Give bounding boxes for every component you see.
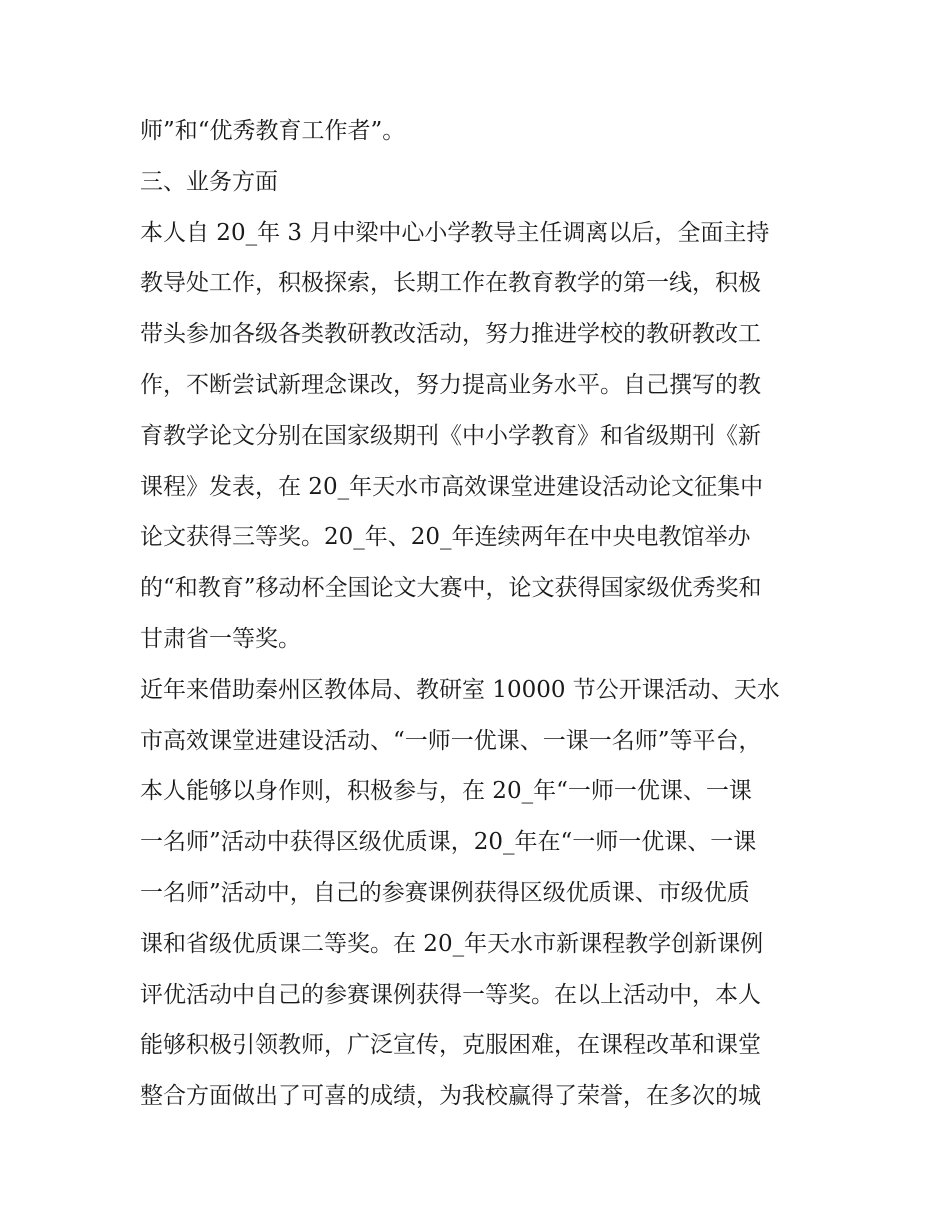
- body-text: [140, 106, 820, 1122]
- text-line: 能够积极引领教师，广泛宣传，克服困难，在课程改革和课堂: [140, 1032, 761, 1059]
- text-line: 市高效课堂进建设活动、“一师一优课、一课一名师”等平台，: [140, 727, 762, 754]
- text-line: 教导处工作，积极探索，长期工作在教育教学的第一线，积极: [140, 270, 761, 297]
- text-line: 一名师”活动中获得区级优质课，20_年在“一师一优课、一课: [140, 829, 757, 856]
- text-line: 近年来借助秦州区教体局、教研室 10000 节公开课活动、天水: [140, 676, 780, 703]
- text-line: 一名师”活动中，自己的参赛课例获得区级优质课、市级优质: [140, 879, 750, 906]
- text-line: 课程》发表，在 20_年天水市高效课堂进建设活动论文征集中: [140, 473, 764, 500]
- text-line: 整合方面做出了可喜的成绩，为我校赢得了荣誉，在多次的城: [140, 1083, 761, 1110]
- text-line: 带头参加各级各类教研教改活动，努力推进学校的教研教改工: [140, 321, 761, 348]
- text-line: 评优活动中自己的参赛课例获得一等奖。在以上活动中，本人: [140, 981, 761, 1008]
- text-line: 课和省级优质课二等奖。在 20_年天水市新课程教学创新课例: [140, 930, 764, 957]
- section-heading: 三、业务方面: [140, 168, 278, 195]
- text-line: 的“和教育”移动杯全国论文大赛中，论文获得国家级优秀奖和: [140, 575, 762, 602]
- text-line: 作，不断尝试新理念课改，努力提高业务水平。自己撰写的教: [140, 371, 761, 398]
- text-line: 育教学论文分别在国家级期刊《中小学教育》和省级期刊《新: [140, 422, 761, 449]
- text-line: 本人能够以身作则，积极参与，在 20_年“一师一优课、一课: [140, 778, 752, 805]
- text-line: 师”和“优秀教育工作者”。: [140, 118, 406, 144]
- text-line: 本人自 20_年 3 月中梁中心小学教导主任调离以后，全面主持: [140, 219, 770, 246]
- text-line: 论文获得三等奖。20_年、20_年连续两年在中央电教馆举办: [140, 524, 751, 551]
- text-line: 甘肃省一等奖。: [140, 625, 301, 652]
